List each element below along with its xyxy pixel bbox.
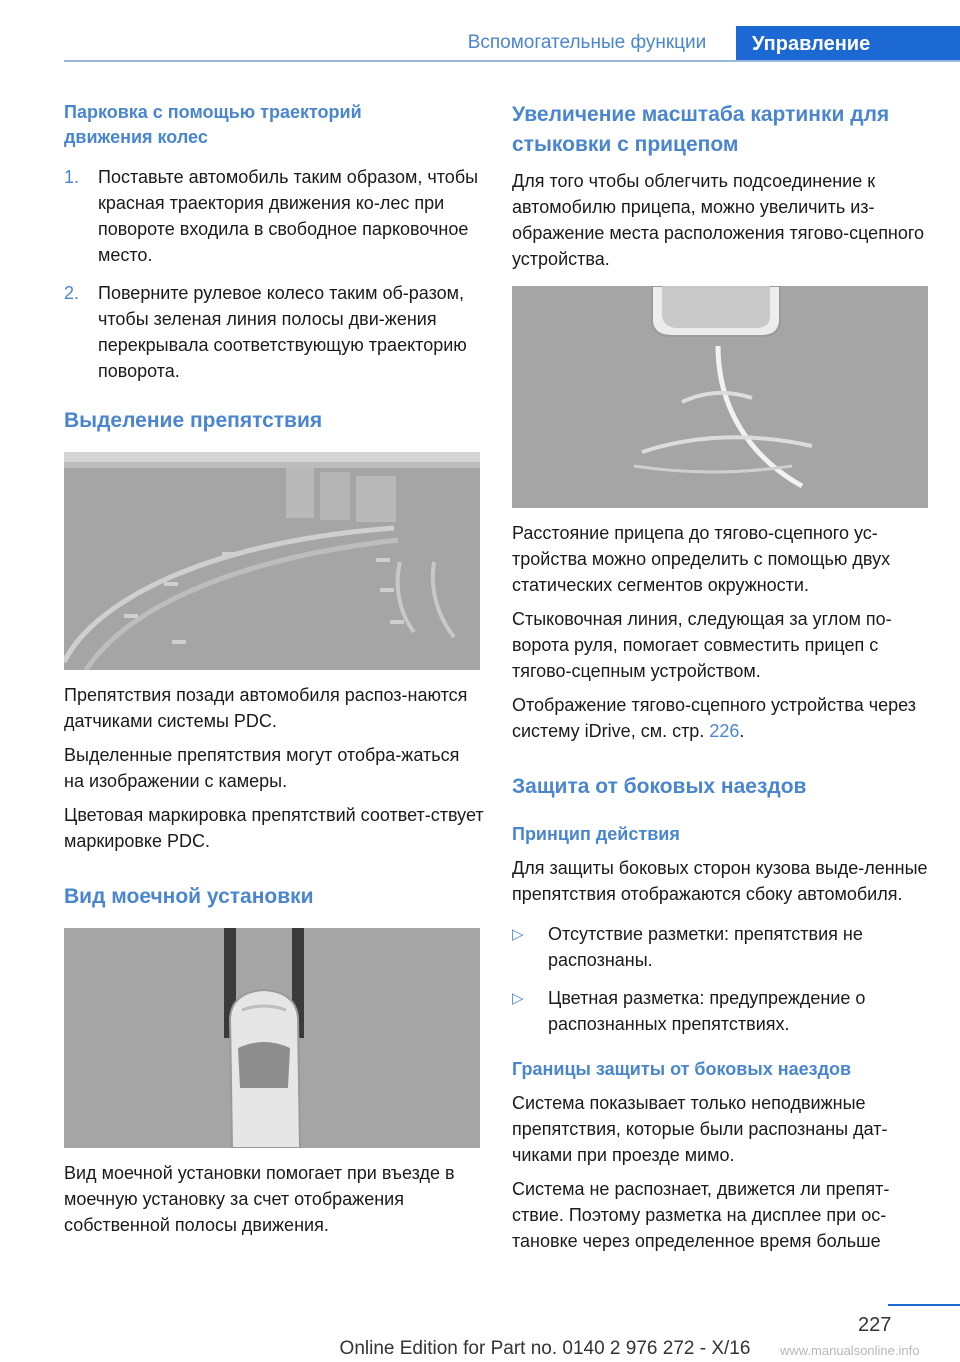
page-226-link[interactable]: 226 bbox=[709, 721, 740, 741]
principle-text-1: Для защиты боковых сторон кузова выде-ленные препятствия отображаются сбоку автомобиля. bbox=[512, 858, 928, 904]
bullet-item bbox=[512, 985, 932, 1037]
trailer-hitch-image bbox=[512, 286, 928, 508]
obstacle-marking-heading: Выделение препятствия bbox=[64, 409, 323, 432]
idrive-reference-text: Отображение тягово-сцепного устройства через систему iDrive, см. стр. bbox=[512, 695, 916, 741]
carwash-text-1: Вид моечной установки помогает при въезде в моечную установку за счет отображения собственной полосы движения. bbox=[64, 1163, 455, 1235]
idrive-reference-end: . bbox=[739, 721, 745, 741]
header-divider bbox=[64, 60, 960, 62]
header-chapter-tab: Управление bbox=[736, 26, 960, 62]
step-item bbox=[64, 164, 484, 268]
page-number: 227 bbox=[858, 1314, 892, 1336]
trailer-zoom-text-3: Стыковочная линия, следующая за углом по-ворота руля, помогает совместить прицеп с тягово-сцепным устройством. bbox=[512, 609, 892, 681]
right-column bbox=[512, 100, 932, 1262]
obstacle-camera-image bbox=[64, 452, 480, 670]
obstacle-text-2: Выделенные препятствия могут отобра-жаться на изображении с камеры. bbox=[64, 745, 460, 791]
step-number: 2. bbox=[64, 283, 80, 303]
step-item bbox=[64, 280, 484, 384]
step-number: 1. bbox=[64, 167, 80, 187]
bullet-arrow-icon: ▷ bbox=[512, 990, 524, 1007]
bullet-text: Отсутствие разметки: препятствия не распознаны. bbox=[548, 924, 863, 970]
parking-trajectory-heading: Парковка с помощью траекторий движения колес bbox=[64, 102, 362, 147]
limits-text-1: Система показывает только неподвижные препятствия, которые были распознаны дат-чиками при проезде мимо. bbox=[512, 1093, 888, 1165]
header-section-title: Вспомогательные функции bbox=[467, 32, 707, 53]
principle-heading: Принцип действия bbox=[512, 824, 680, 844]
trailer-zoom-text-1: Для того чтобы облегчить подсоединение к автомобилю прицепа, можно увеличить из-ображение места расположения тягово-сцепного устройства. bbox=[512, 171, 925, 269]
protection-limits-heading: Границы защиты от боковых наездов bbox=[512, 1059, 852, 1079]
limits-text-2: Система не распознает, движется ли препят-ствие. Поэтому разметка на дисплее при ос-тановке через определенное время больше bbox=[512, 1179, 890, 1251]
obstacle-text-3: Цветовая маркировка препятствий соответ-ствует маркировке PDC. bbox=[64, 805, 484, 851]
step-text: Поверните рулевое колесо таким об-разом, чтобы зеленая линия полосы дви-жения перекрывала соответствующую траекторию поворота. bbox=[98, 283, 467, 381]
watermark: www.manualsonline.info bbox=[780, 1343, 920, 1358]
carwash-view-heading: Вид моечной установки bbox=[64, 885, 314, 908]
side-protection-heading: Защита от боковых наездов bbox=[512, 775, 807, 798]
footer-divider bbox=[888, 1304, 960, 1306]
trailer-zoom-text-4 bbox=[512, 692, 932, 744]
bullet-text: Цветная разметка: предупреждение о распознанных препятствиях. bbox=[548, 988, 866, 1034]
bullet-item bbox=[512, 921, 932, 973]
trailer-zoom-heading: Увеличение масштаба картинки для стыковки с прицепом bbox=[512, 103, 890, 156]
bullet-arrow-icon: ▷ bbox=[512, 926, 524, 943]
left-column bbox=[64, 100, 484, 1246]
trailer-zoom-text-2: Расстояние прицепа до тягово-сцепного ус-тройства можно определить с помощью двух статических сегментов окружности. bbox=[512, 523, 891, 595]
obstacle-text-1: Препятствия позади автомобиля распоз-наются датчиками системы PDC. bbox=[64, 685, 468, 731]
step-text: Поставьте автомобиль таким образом, чтобы красная траектория движения ко-лес при повороте входила в свободное парковочное место. bbox=[98, 167, 479, 265]
edition-text: Online Edition for Part no. 0140 2 976 272 - X/16 bbox=[339, 1338, 751, 1359]
carwash-camera-image bbox=[64, 928, 480, 1148]
